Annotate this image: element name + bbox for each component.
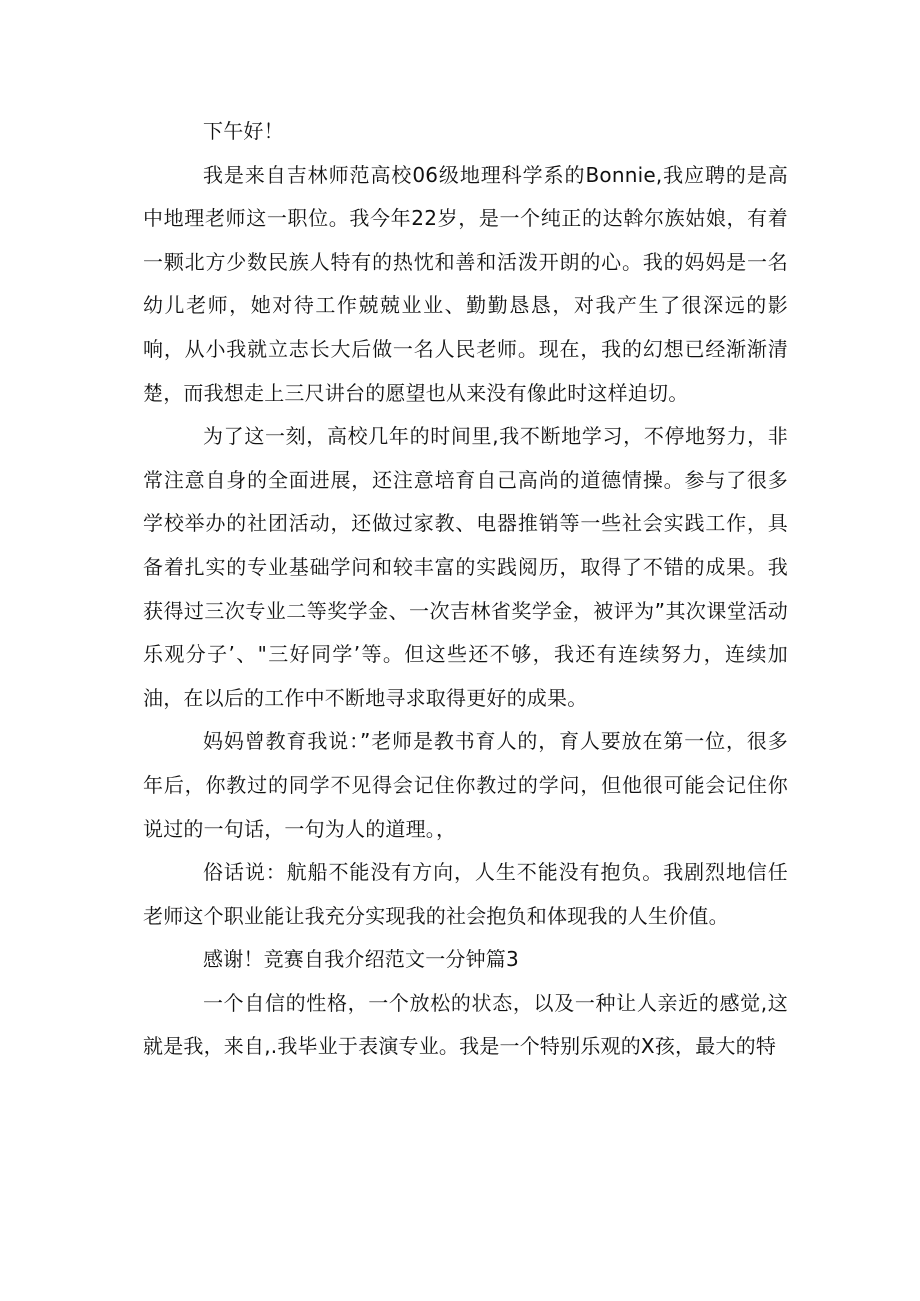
paragraph-self-intro: 一个自信的性格，一个放松的状态，以及一种让人亲近的感觉,这就是我，来自,.我毕业于表演专业。我是一个特别乐观的X孩，最大的特	[143, 990, 788, 1059]
paragraph-university-experience: 为了这一刻，高校几年的时间里,我不断地学习，不停地努力，非常注意自身的全面进展，还注意培育自己高尚的道德情操。参与了很多学校举办的社团活动，还做过家教、电器推销等一些社会实践工作，具备着扎实的专业基础学问和较丰富的实践阅历，取得了不错的成果。我获得过三次专业二等奖学金、一次吉林省奖学金，被评为”其次课堂活动乐观分子’、"三好同学’等。但这些还不够，我还有连续努力，连续加油，在以后的工作中不断地寻求取得更好的成果。	[143, 424, 788, 710]
paragraph-greeting: 下午好！	[203, 119, 284, 143]
paragraph-proverb: 俗话说：航船不能没有方向，人生不能没有抱负。我剧烈地信任老师这个职业能让我充分实现我的社会抱负和体现我的人生价值。	[143, 860, 788, 928]
paragraph-section-heading: 感谢！竞赛自我介绍范文一分钟篇3	[203, 947, 519, 972]
paragraph-mother-advice: 妈妈曾教育我说：”老师是教书育人的，育人要放在第一位，很多年后，你教过的同学不见得会记住你教过的学问，但他很可能会记住你说过的一句话，一句为人的道理。，	[143, 729, 788, 841]
document-body	[143, 110, 788, 1069]
paragraph-introduction: 我是来自吉林师范高校06级地理科学系的Bonnie,我应聘的是高中地理老师这一职位。我今年22岁，是一个纯正的达斡尔族姑娘，有着一颗北方少数民族人特有的热忱和善和活泼开朗的心。我的妈妈是一名幼儿老师，她对待工作兢兢业业、勤勤恳恳，对我产生了很深远的影响，从小我就立志长大后做一名人民老师。现在，我的幻想已经渐渐清楚，而我想走上三尺讲台的愿望也从来没有像此时这样迫切。	[143, 162, 788, 405]
